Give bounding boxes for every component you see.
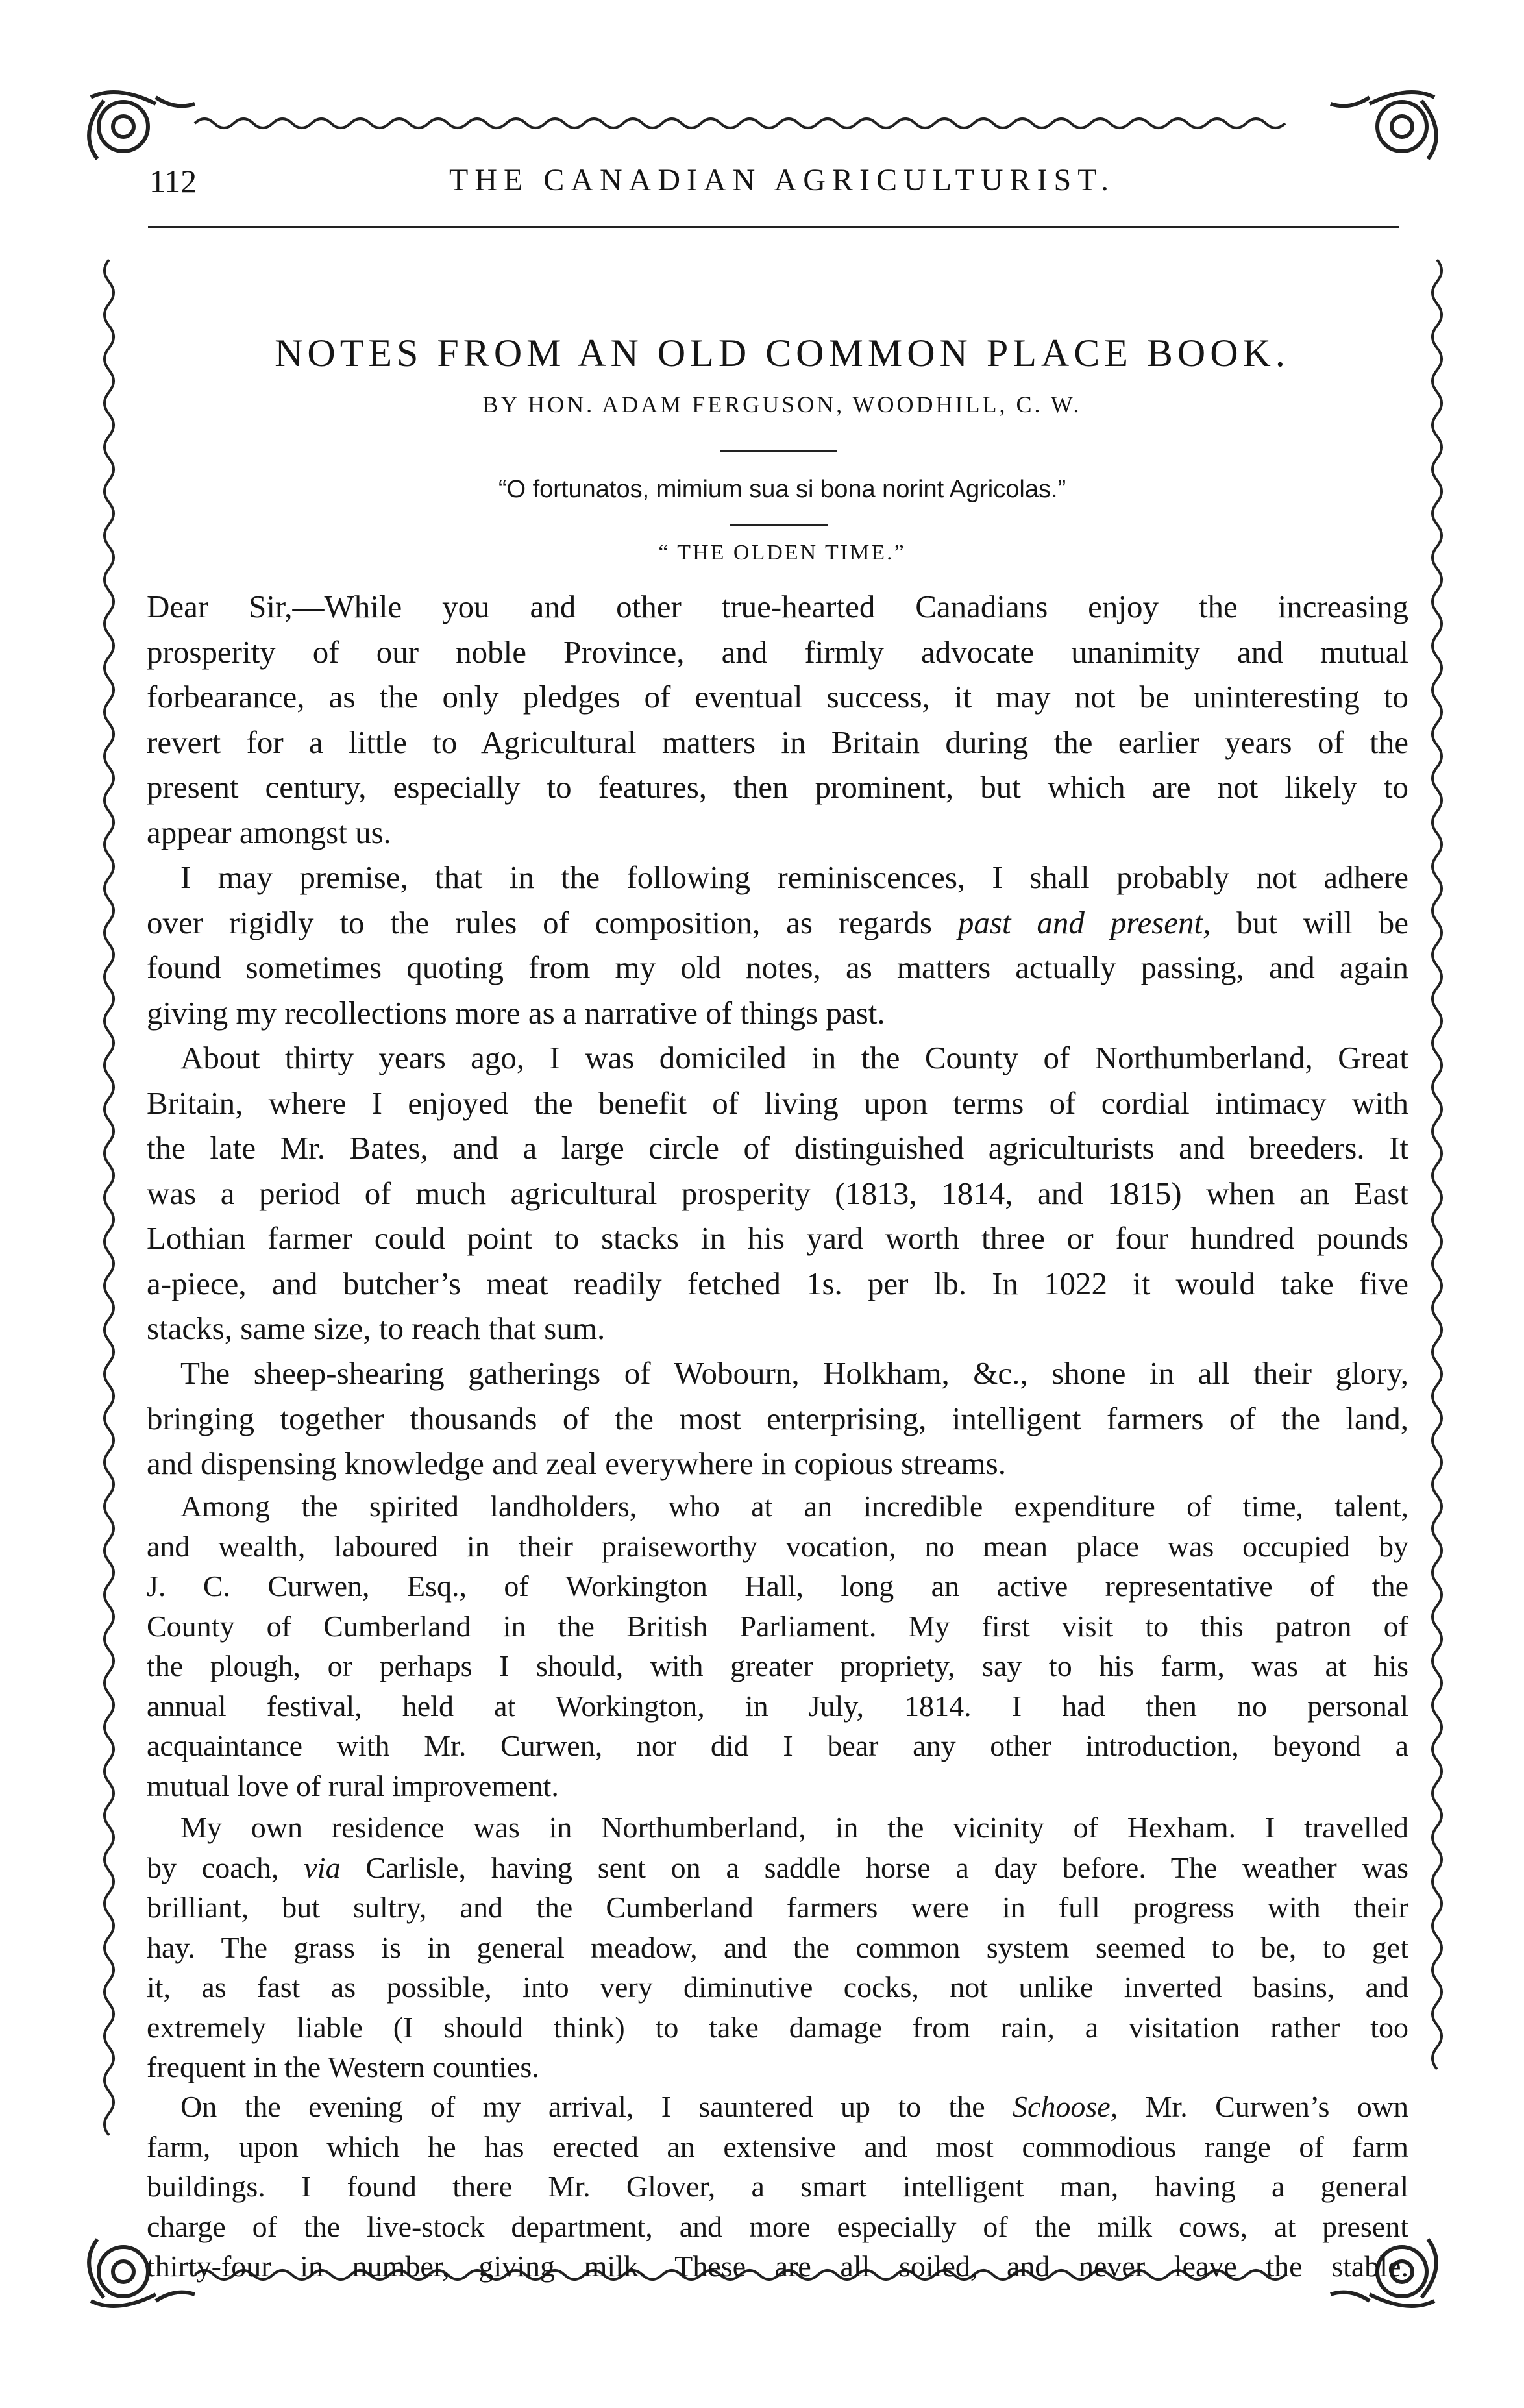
top-border-wave <box>195 119 1285 128</box>
latin-motto: “O fortunatos, mimium sua si bona norint Agricolas.” <box>498 476 1066 503</box>
motto-rule <box>730 524 828 526</box>
paragraph-7-line-1: On the evening of my arrival, I sauntered up to the Schoose, Mr. Curwen’s own <box>180 2090 1408 2123</box>
paragraph-7: On the evening of my arrival, I sauntered up to the Schoose, Mr. Curwen’s own farm, upon which he has erected an extensive and most commodious range of farm buildings. I found there Mr. Glover, a smart intelligent man, having a general charge of the live-stock department, and more especially of the milk cows, at present thirty-four in number, giving milk. These are all soiled, and never leave the stable. <box>147 2087 1408 2287</box>
article-byline: BY HON. ADAM FERGUSON, WOODHILL, C. W. <box>482 391 1082 417</box>
paragraph-2-line-2: over rigidly to the rules of composition, as regards past and present, but will be <box>147 904 1409 940</box>
paragraph-6-line-2: by coach, via Carlisle, having sent on a saddle horse a day before. The weather was <box>147 1850 1409 1884</box>
page-number: 112 <box>149 163 197 199</box>
paragraph-6: My own residence was in Northumberland, in the vicinity of Hexham. I travelled by coach, via Carlisle, having sent on a saddle horse a day before. The weather was brilliant, but sultry, and the Cumberland farmers were in full progress with their hay. The grass is in general meadow, and the common system seemed to be, to get it, as fast as possible, into very diminutive cocks, not unlike inverted basins, and extremely liable (I should think) to take damage from rain, a visitation rather too frequent in the Western counties. <box>147 1811 1409 2083</box>
paragraph-3: About thirty years ago, I was domiciled in the County of Northumberland, Great Britain, where I enjoyed the benefit of living upon terms of cordial intimacy with the late Mr. Bates, and a large circle of distinguished agriculturists and breeders. It was a period of much agricultural prosperity (1813, 1814, and 1815) when an East Lothian farmer could point to stacks in his yard worth three or four hundred pounds a-piece, and butcher’s meat readily fetched 1s. per lb. In 1022 it would take five stacks, same size, to reach that sum. <box>147 1040 1408 1346</box>
italic-phrase: past and present, <box>957 904 1211 940</box>
italic-word: Schoose, <box>1012 2090 1118 2123</box>
article-title: NOTES FROM AN OLD COMMON PLACE BOOK. <box>275 332 1290 375</box>
header-rule <box>148 226 1399 228</box>
paragraph-5: Among the spirited landholders, who at an incredible expenditure of time, talent, and wealth, laboured in their praiseworthy vocation, no mean place was occupied by J. C. Curwen, Esq., of Workington Hall, long an active representative of the County of Cumberland in the British Parliament. My first visit to this patron of the plough, or perhaps I should, with greater propriety, say to his farm, was at his annual festival, held at Workington, in July, 1814. I had then no personal acquaintance with Mr. Curwen, nor did I bear any other introduction, beyond a mutual love of rural improvement. <box>147 1490 1408 1802</box>
paragraph-2: I may premise, that in the following reminiscences, I shall probably not adhere over rigidly to the rules of composition, as regards past and present, but will be found sometimes quoting from my old notes, as matters actually passing, and again giving my recollections more as a narrative of things past. <box>147 859 1409 1031</box>
byline-rule <box>720 450 837 452</box>
journal-title: THE CANADIAN AGRICULTURIST. <box>449 163 1115 197</box>
paragraph-1: Dear Sir,—While you and other true-hearted Canadians enjoy the increasing prosperity of our noble Province, and firmly advocate unanimity and mutual forbearance, as the only pledges of eventual success, it may not be uninteresting to revert for a little to Agricultural matters in Britain during the earlier years of the present century, especially to features, then prominent, but which are not likely to appear amongst us. <box>147 589 1408 850</box>
running-head <box>149 156 1415 208</box>
italic-word: via <box>304 1850 341 1884</box>
corner-ornament-top-left <box>89 92 195 159</box>
right-border-wave <box>1432 260 1442 2069</box>
section-heading: “ THE OLDEN TIME.” <box>658 541 906 565</box>
corner-ornament-top-right <box>1331 92 1436 159</box>
left-border-wave <box>104 260 114 2135</box>
paragraph-4: The sheep-shearing gatherings of Wobourn, Holkham, &c., shone in all their glory, bringing together thousands of the most enterprising, intelligent farmers of the land, and dispensing knowledge and zeal everywhere in copious streams. <box>147 1355 1408 1481</box>
